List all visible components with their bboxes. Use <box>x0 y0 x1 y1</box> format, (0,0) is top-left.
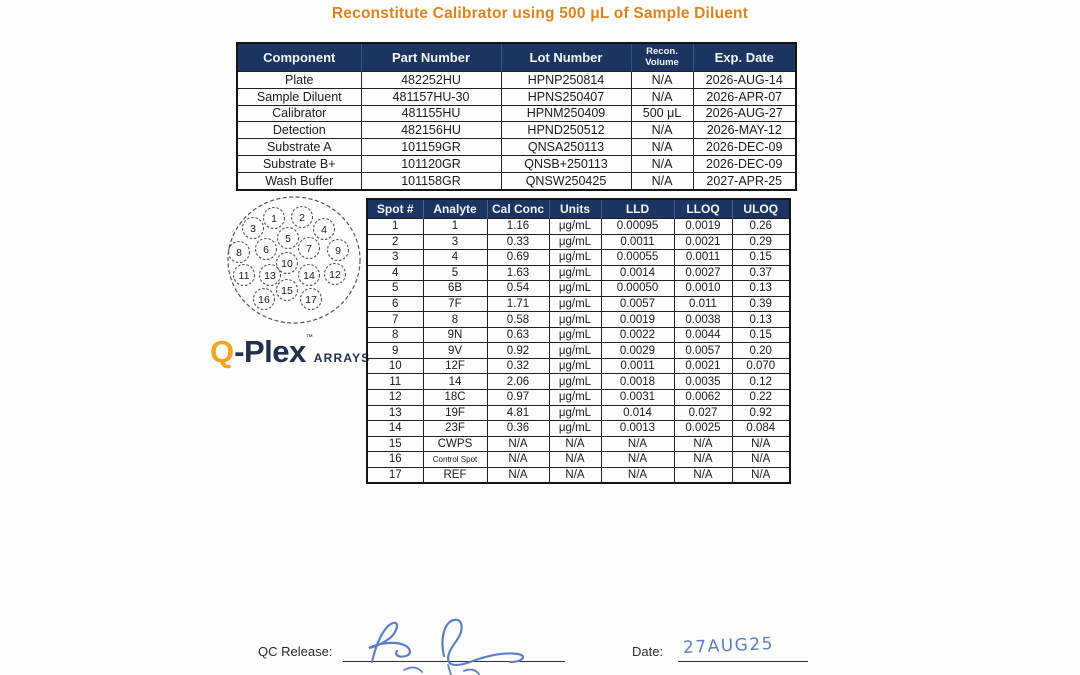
table-cell: QNSA250113 <box>501 139 631 156</box>
table-cell: 0.39 <box>732 296 790 312</box>
column-header: Exp. Date <box>693 43 796 72</box>
table-row <box>367 327 790 343</box>
spot-number: 8 <box>236 246 242 259</box>
table-cell: 0.58 <box>487 312 549 328</box>
table-cell: μg/mL <box>549 405 601 421</box>
table-cell: 0.0038 <box>674 312 732 328</box>
table-cell: 9V <box>423 343 487 359</box>
table-cell: 10 <box>367 358 423 374</box>
table-cell: μg/mL <box>549 312 601 328</box>
logo-trademark: ™ <box>305 334 313 341</box>
table-cell: 0.084 <box>732 421 790 437</box>
table-row <box>367 421 790 437</box>
table-cell: 13 <box>367 405 423 421</box>
table-cell: Wash Buffer <box>237 172 361 189</box>
table-cell: 0.014 <box>601 405 674 421</box>
column-header: Lot Number <box>501 43 631 72</box>
table-cell: 3 <box>367 250 423 266</box>
spot-number: 7 <box>306 242 312 255</box>
table-cell: HPNM250409 <box>501 105 631 122</box>
table-cell: 2026-AUG-27 <box>693 105 796 122</box>
table-cell: N/A <box>487 436 549 452</box>
table-cell: Substrate A <box>237 139 361 156</box>
table-cell: 0.54 <box>487 281 549 297</box>
table-row <box>237 139 796 156</box>
table-cell: N/A <box>674 452 732 468</box>
spot-number: 2 <box>299 211 305 224</box>
table-cell: 0.33 <box>487 234 549 250</box>
table-cell: N/A <box>674 436 732 452</box>
table-cell: QNSB+250113 <box>501 155 631 172</box>
column-header: LLD <box>601 199 674 219</box>
table-row <box>367 358 790 374</box>
table-row <box>367 436 790 452</box>
table-cell: 16 <box>367 452 423 468</box>
table-cell: 0.0013 <box>601 421 674 437</box>
table-cell: HPNS250407 <box>501 88 631 105</box>
table-cell: 0.0021 <box>674 358 732 374</box>
table-cell: 0.0011 <box>674 250 732 266</box>
table-cell: 0.0035 <box>674 374 732 390</box>
components-table <box>236 42 797 191</box>
table-row <box>367 265 790 281</box>
table-cell: 2027-APR-25 <box>693 172 796 189</box>
table-cell: 0.0029 <box>601 343 674 359</box>
table-cell: N/A <box>601 467 674 483</box>
table-cell: μg/mL <box>549 265 601 281</box>
table-cell: N/A <box>631 172 693 189</box>
analyte-header-row <box>367 199 790 219</box>
spot-number: 6 <box>263 243 269 256</box>
table-cell: 101158GR <box>361 172 501 189</box>
table-cell: 2026-DEC-09 <box>693 139 796 156</box>
table-cell: HPNP250814 <box>501 72 631 89</box>
qc-signature <box>352 610 582 675</box>
table-cell: 1 <box>367 219 423 235</box>
table-cell: 0.29 <box>732 234 790 250</box>
table-cell: 481157HU-30 <box>361 88 501 105</box>
table-cell: N/A <box>601 436 674 452</box>
table-cell: 2026-AUG-14 <box>693 72 796 89</box>
table-cell: 0.00050 <box>601 281 674 297</box>
column-header: LLOQ <box>674 199 732 219</box>
column-header: Recon. Volume <box>631 43 693 72</box>
table-cell: Substrate B+ <box>237 155 361 172</box>
table-cell: 0.13 <box>732 312 790 328</box>
table-cell: N/A <box>631 155 693 172</box>
table-cell: 4.81 <box>487 405 549 421</box>
table-cell: 0.0011 <box>601 358 674 374</box>
table-cell: 0.0057 <box>601 296 674 312</box>
qc-release-label: QC Release: <box>258 644 333 659</box>
table-cell: 2026-MAY-12 <box>693 122 796 139</box>
table-cell: 101159GR <box>361 139 501 156</box>
table-row <box>367 219 790 235</box>
table-cell: 0.63 <box>487 327 549 343</box>
table-cell: 0.20 <box>732 343 790 359</box>
column-header: Spot # <box>367 199 423 219</box>
table-cell: 0.0044 <box>674 327 732 343</box>
table-cell: 0.0018 <box>601 374 674 390</box>
table-cell: 101120GR <box>361 155 501 172</box>
table-cell: 2 <box>367 234 423 250</box>
table-cell: 0.0011 <box>601 234 674 250</box>
qplex-logo <box>210 329 380 367</box>
table-cell: 8 <box>423 312 487 328</box>
table-cell: Plate <box>237 72 361 89</box>
date-line <box>678 661 808 662</box>
table-cell: 0.37 <box>732 265 790 281</box>
table-cell: 7 <box>367 312 423 328</box>
table-row <box>367 467 790 483</box>
table-cell: 482252HU <box>361 72 501 89</box>
table-cell: N/A <box>732 452 790 468</box>
column-header: Analyte <box>423 199 487 219</box>
signature-stroke <box>442 620 523 665</box>
table-cell: 23F <box>423 421 487 437</box>
date-label: Date: <box>632 644 664 659</box>
spot-number: 14 <box>303 269 315 282</box>
spot-number: 15 <box>281 284 293 297</box>
table-row <box>367 312 790 328</box>
table-cell: μg/mL <box>549 327 601 343</box>
table-cell: 0.00095 <box>601 219 674 235</box>
table-cell: 0.13 <box>732 281 790 297</box>
table-cell: 482156HU <box>361 122 501 139</box>
table-cell: 4 <box>367 265 423 281</box>
table-cell: N/A <box>549 467 601 483</box>
table-cell: 15 <box>367 436 423 452</box>
table-cell: Detection <box>237 122 361 139</box>
table-cell: 0.070 <box>732 358 790 374</box>
signature-stroke <box>369 623 410 662</box>
table-cell: 0.0031 <box>601 390 674 406</box>
spot-number: 4 <box>321 223 327 236</box>
table-row <box>237 72 796 89</box>
table-cell: 500 μL <box>631 105 693 122</box>
table-cell: 0.0057 <box>674 343 732 359</box>
table-cell: μg/mL <box>549 234 601 250</box>
table-cell: N/A <box>549 436 601 452</box>
table-cell: 2026-DEC-09 <box>693 155 796 172</box>
table-cell: 0.0010 <box>674 281 732 297</box>
table-cell: μg/mL <box>549 374 601 390</box>
table-cell: 1 <box>423 219 487 235</box>
table-row <box>237 155 796 172</box>
table-row <box>237 172 796 189</box>
logo-plex: -Plex <box>234 334 306 369</box>
table-cell: 0.011 <box>674 296 732 312</box>
table-row <box>237 122 796 139</box>
table-cell: μg/mL <box>549 421 601 437</box>
table-cell: 0.26 <box>732 219 790 235</box>
table-cell: N/A <box>674 467 732 483</box>
table-cell: μg/mL <box>549 343 601 359</box>
table-row <box>367 281 790 297</box>
table-cell: 12F <box>423 358 487 374</box>
table-cell: 5 <box>423 265 487 281</box>
table-cell: 8 <box>367 327 423 343</box>
table-cell: N/A <box>732 436 790 452</box>
table-cell: N/A <box>487 467 549 483</box>
table-cell: μg/mL <box>549 219 601 235</box>
table-cell: QNSW250425 <box>501 172 631 189</box>
logo-q: Q <box>210 334 235 369</box>
table-cell: 481155HU <box>361 105 501 122</box>
table-cell: 12 <box>367 390 423 406</box>
table-cell: 9 <box>367 343 423 359</box>
table-cell: N/A <box>601 452 674 468</box>
table-cell: 0.0014 <box>601 265 674 281</box>
table-cell: N/A <box>732 467 790 483</box>
table-cell: 0.0019 <box>601 312 674 328</box>
table-row <box>367 296 790 312</box>
column-header: Part Number <box>361 43 501 72</box>
table-cell: 0.97 <box>487 390 549 406</box>
table-cell: 9N <box>423 327 487 343</box>
table-cell: 0.00055 <box>601 250 674 266</box>
column-header: Component <box>237 43 361 72</box>
table-cell: 6 <box>367 296 423 312</box>
table-cell: 0.0019 <box>674 219 732 235</box>
table-cell: μg/mL <box>549 390 601 406</box>
table-cell: μg/mL <box>549 281 601 297</box>
table-cell: N/A <box>631 122 693 139</box>
table-cell: μg/mL <box>549 358 601 374</box>
table-cell: 0.69 <box>487 250 549 266</box>
table-cell: REF <box>423 467 487 483</box>
table-cell: 0.22 <box>732 390 790 406</box>
table-cell: 1.16 <box>487 219 549 235</box>
table-cell: 7F <box>423 296 487 312</box>
table-row <box>367 374 790 390</box>
table-cell: 0.92 <box>487 343 549 359</box>
table-cell: 0.36 <box>487 421 549 437</box>
table-row <box>367 234 790 250</box>
table-row <box>367 452 790 468</box>
table-cell: 18C <box>423 390 487 406</box>
table-cell: 0.15 <box>732 327 790 343</box>
spot-number: 5 <box>285 232 291 245</box>
spot-number: 12 <box>329 268 341 281</box>
table-cell: 2026-APR-07 <box>693 88 796 105</box>
document-title: Reconstitute Calibrator using 500 μL of Sample Diluent <box>331 5 749 22</box>
table-cell: CWPS <box>423 436 487 452</box>
table-row <box>367 250 790 266</box>
table-row <box>237 88 796 105</box>
spot-diagram <box>222 192 367 332</box>
logo-arrays: ARRAYS <box>313 351 371 365</box>
table-cell: N/A <box>549 452 601 468</box>
table-cell: 0.0062 <box>674 390 732 406</box>
column-header: Cal Conc <box>487 199 549 219</box>
table-cell: 0.0027 <box>674 265 732 281</box>
table-cell: 5 <box>367 281 423 297</box>
table-row <box>237 105 796 122</box>
table-cell: 14 <box>423 374 487 390</box>
table-cell: 11 <box>367 374 423 390</box>
table-cell: 0.0022 <box>601 327 674 343</box>
table-cell: N/A <box>631 88 693 105</box>
table-cell: 0.0021 <box>674 234 732 250</box>
table-cell: 1.71 <box>487 296 549 312</box>
spot-number: 17 <box>305 293 317 306</box>
spot-number: 9 <box>335 244 341 257</box>
table-cell: 1.63 <box>487 265 549 281</box>
table-cell: Sample Diluent <box>237 88 361 105</box>
table-cell: 3 <box>423 234 487 250</box>
table-cell: 0.12 <box>732 374 790 390</box>
table-cell: 0.0025 <box>674 421 732 437</box>
table-cell: 4 <box>423 250 487 266</box>
table-cell: 14 <box>367 421 423 437</box>
signature-stroke-below-line <box>404 665 479 675</box>
spot-group <box>229 207 349 310</box>
table-cell: 0.027 <box>674 405 732 421</box>
table-cell: N/A <box>487 452 549 468</box>
table-cell: μg/mL <box>549 296 601 312</box>
spot-number: 3 <box>250 222 256 235</box>
table-cell: 0.15 <box>732 250 790 266</box>
table-row <box>367 405 790 421</box>
spot-number: 10 <box>281 257 293 270</box>
handwritten-date: 27AUG25 <box>682 634 775 658</box>
spot-number: 16 <box>258 293 270 306</box>
spot-number: 11 <box>238 269 250 282</box>
table-row <box>367 390 790 406</box>
table-cell: 6B <box>423 281 487 297</box>
spot-number: 13 <box>264 269 276 282</box>
table-cell: HPND250512 <box>501 122 631 139</box>
table-row <box>367 343 790 359</box>
table-cell: 2.06 <box>487 374 549 390</box>
table-cell: μg/mL <box>549 250 601 266</box>
table-cell: 19F <box>423 405 487 421</box>
components-header-row <box>237 43 796 72</box>
table-cell: 17 <box>367 467 423 483</box>
table-cell: N/A <box>631 72 693 89</box>
table-cell: Calibrator <box>237 105 361 122</box>
table-cell: N/A <box>631 139 693 156</box>
table-cell: Control Spot <box>423 452 487 468</box>
table-cell: 0.92 <box>732 405 790 421</box>
analyte-table <box>366 198 791 484</box>
column-header: Units <box>549 199 601 219</box>
column-header: ULOQ <box>732 199 790 219</box>
table-cell: 0.32 <box>487 358 549 374</box>
spot-number: 1 <box>271 212 277 225</box>
